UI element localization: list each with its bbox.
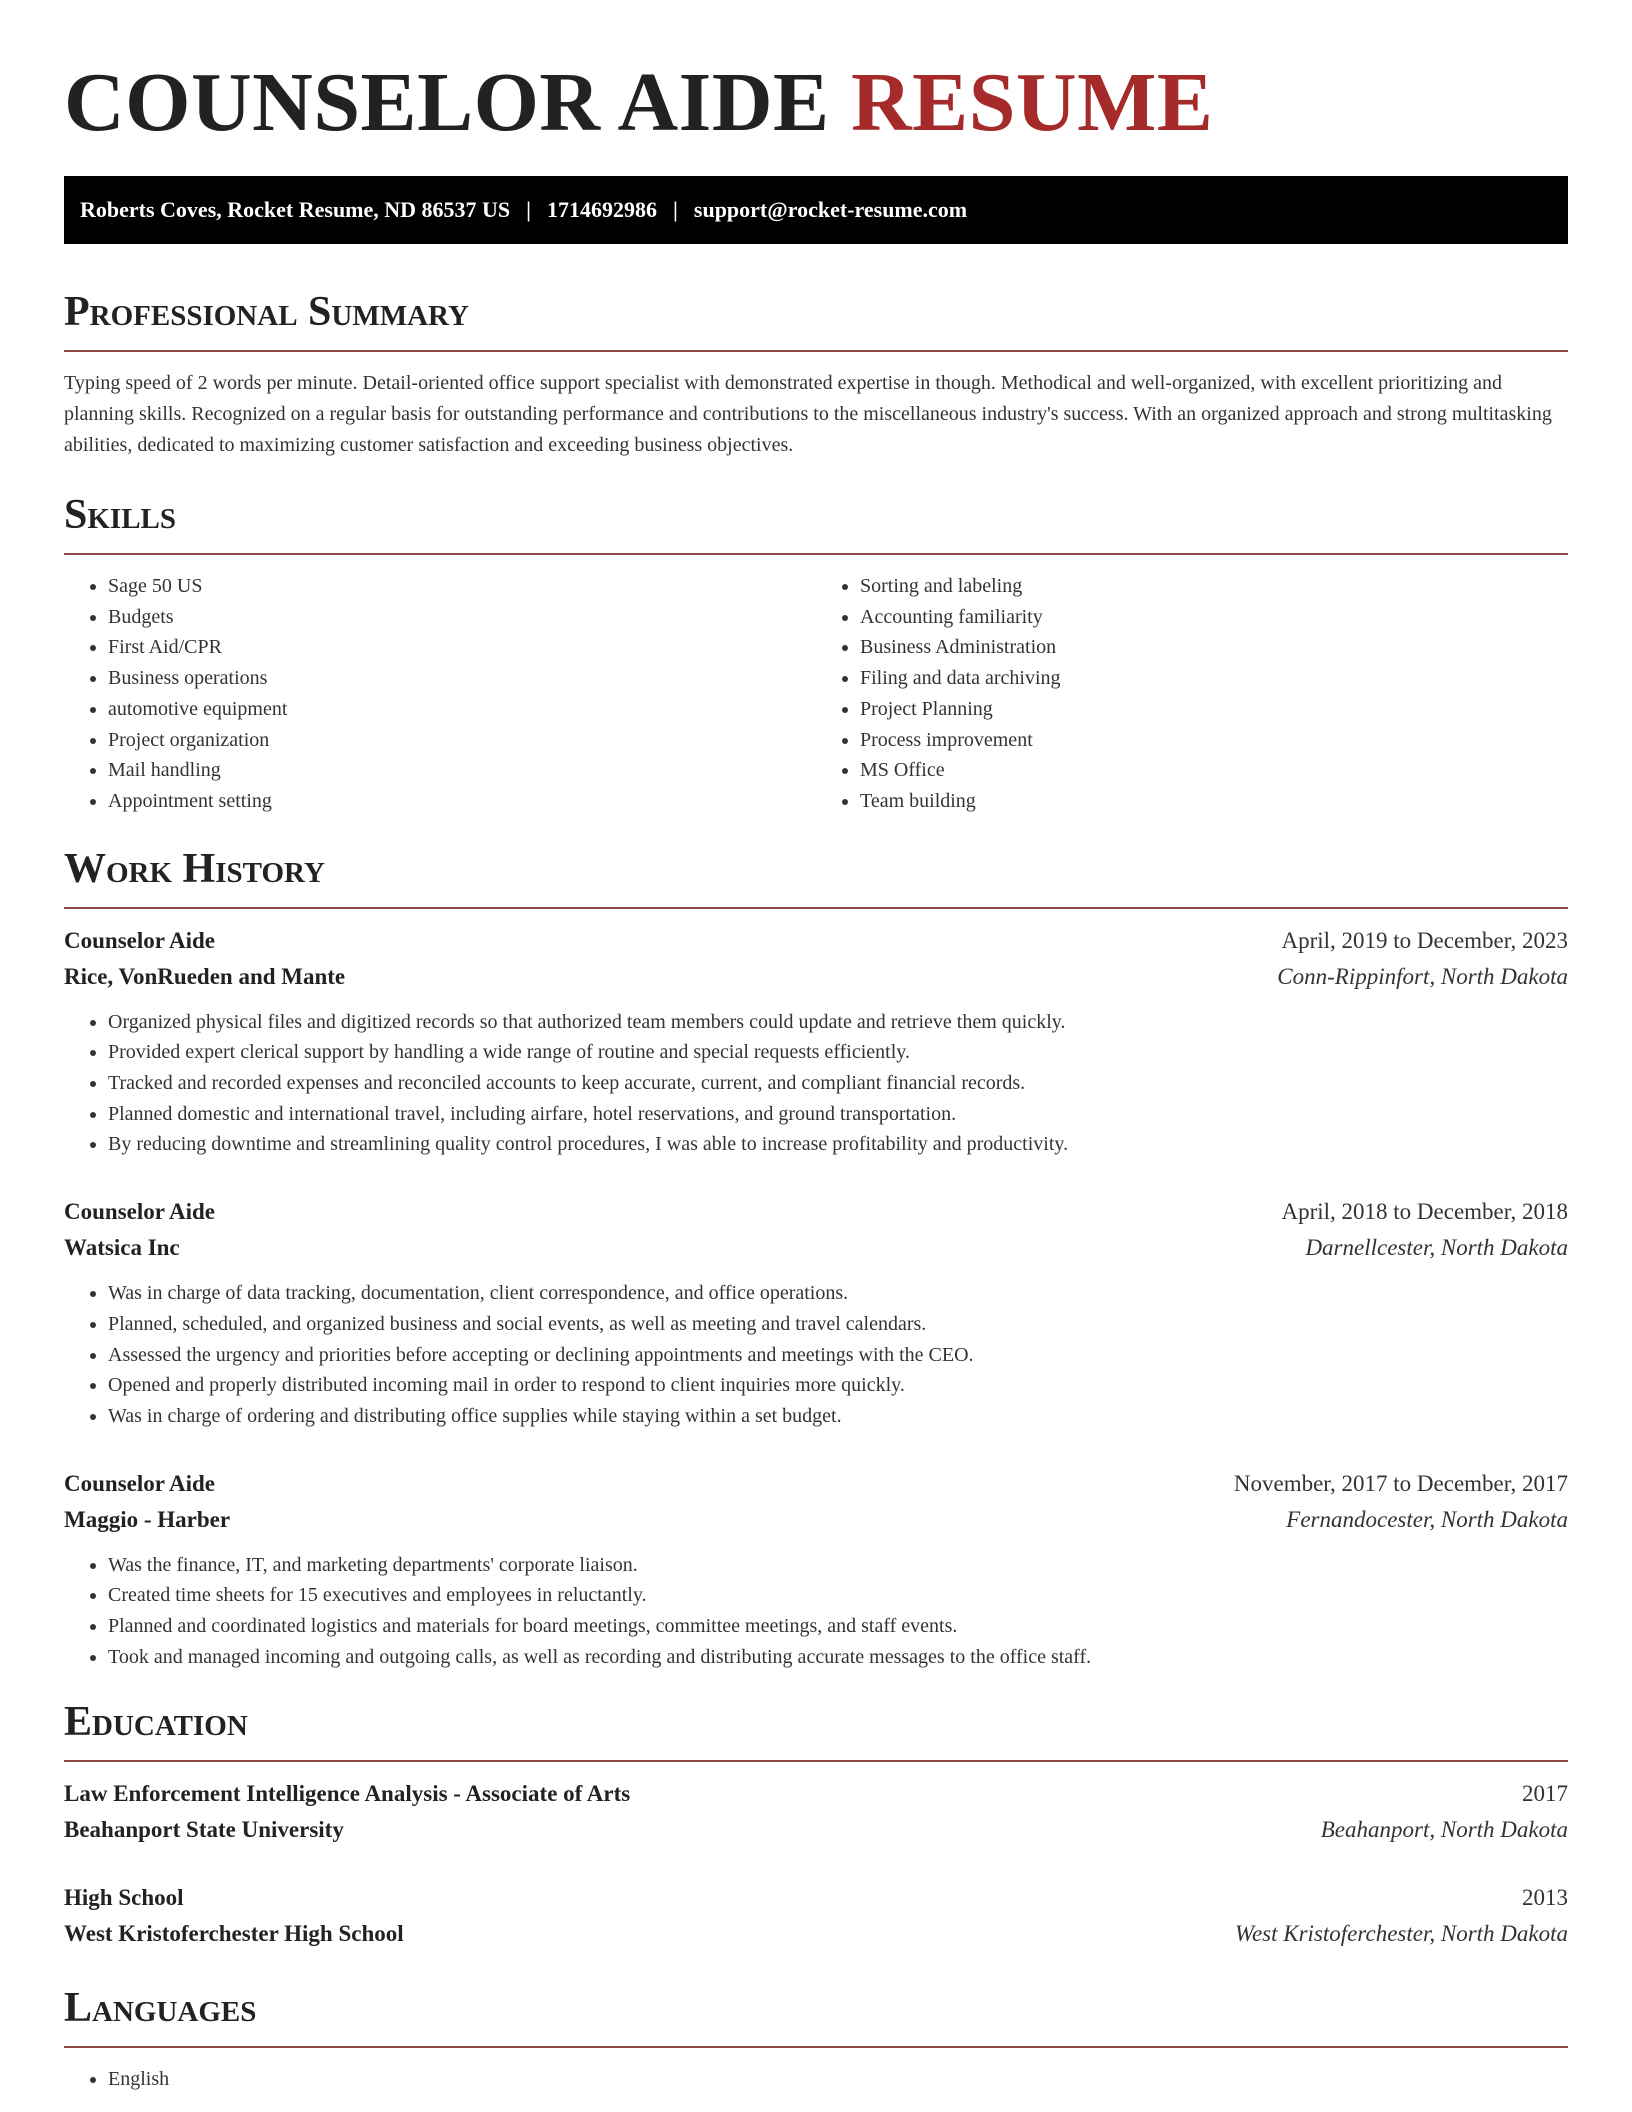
job-header xyxy=(64,1466,1568,1502)
section-divider xyxy=(64,350,1568,352)
education-school: Beahanport State University xyxy=(64,1817,344,1843)
skills-column-right xyxy=(816,571,1568,817)
job-duty: • Was in charge of ordering and distributing office supplies while staying within a set budget. xyxy=(108,1401,1568,1432)
job-location: Conn-Rippinfort, North Dakota xyxy=(1277,963,1568,989)
job-duties xyxy=(64,1007,1568,1161)
skills-list xyxy=(64,571,1568,817)
job-duty: • Assessed the urgency and priorities before accepting or declining appointments and meetings with the CEO. xyxy=(108,1340,1568,1371)
job-location: Fernandocester, North Dakota xyxy=(1286,1506,1568,1532)
skill-item: • Team building xyxy=(860,786,1568,817)
job-duty: • Opened and properly distributed incoming mail in order to respond to client inquiries more quickly. xyxy=(108,1370,1568,1401)
languages-section xyxy=(64,1984,1568,2095)
job-duty: • Created time sheets for 15 executives and employees in reluctantly. xyxy=(108,1580,1568,1611)
job-company: Rice, VonRueden and Mante xyxy=(64,963,346,989)
section-divider xyxy=(64,1760,1568,1762)
job-subheader xyxy=(64,1230,1568,1266)
job-duties xyxy=(64,1278,1568,1432)
job-duty: • By reducing downtime and streamlining quality control procedures, I was able to increase profitability and productivity. xyxy=(108,1129,1568,1160)
education-degree: Law Enforcement Intelligence Analysis - Associate of Arts xyxy=(64,1781,631,1807)
contact-phone: 1714692986 xyxy=(547,197,658,222)
contact-email: support@rocket-resume.com xyxy=(693,197,968,222)
skills-heading: Skills xyxy=(64,492,177,538)
education-entry xyxy=(64,1880,1568,1952)
job-entry xyxy=(64,1194,1568,1432)
language-item: • English xyxy=(108,2064,1568,2095)
skill-item: • automotive equipment xyxy=(108,694,816,725)
skill-item: • First Aid/CPR xyxy=(108,632,816,663)
job-title: Counselor Aide xyxy=(64,1470,216,1496)
title-main: COUNSELOR AIDE xyxy=(64,56,830,149)
section-divider xyxy=(64,2046,1568,2048)
job-duty: • Provided expert clerical support by handling a wide range of routine and special requests efficiently. xyxy=(108,1037,1568,1068)
job-dates: April, 2018 to December, 2018 xyxy=(1281,1199,1568,1225)
education-header xyxy=(64,1776,1568,1812)
job-location: Darnellcester, North Dakota xyxy=(1305,1235,1568,1261)
education-subheader xyxy=(64,1812,1568,1848)
skills-column-left xyxy=(64,571,816,817)
job-duties xyxy=(64,1550,1568,1673)
job-duty: • Was in charge of data tracking, documentation, client correspondence, and office operations. xyxy=(108,1278,1568,1309)
education-location: West Kristoferchester, North Dakota xyxy=(1234,1921,1568,1947)
job-entry xyxy=(64,1466,1568,1673)
skill-item: • MS Office xyxy=(860,755,1568,786)
job-duty: • Planned domestic and international travel, including airfare, hotel reservations, and ground transportation. xyxy=(108,1099,1568,1130)
job-entry xyxy=(64,923,1568,1161)
skill-item: • Appointment setting xyxy=(108,786,816,817)
education-header xyxy=(64,1880,1568,1916)
contact-address: Roberts Coves, Rocket Resume, ND 86537 US xyxy=(80,197,511,222)
job-duty: • Took and managed incoming and outgoing calls, as well as recording and distributing accurate messages to the office staff. xyxy=(108,1642,1568,1673)
education-year: 2013 xyxy=(1522,1885,1568,1911)
skill-item: • Process improvement xyxy=(860,725,1568,756)
skill-item: • Mail handling xyxy=(108,755,816,786)
job-title: Counselor Aide xyxy=(64,927,216,953)
skill-item: • Accounting familiarity xyxy=(860,602,1568,633)
languages-list xyxy=(64,2064,1568,2095)
job-title: Counselor Aide xyxy=(64,1199,216,1225)
job-duty: • Planned, scheduled, and organized business and social events, as well as meeting and travel calendars. xyxy=(108,1309,1568,1340)
education-section xyxy=(64,1698,1568,1952)
education-subheader xyxy=(64,1916,1568,1952)
skill-item: • Sage 50 US xyxy=(108,571,816,602)
summary-heading: Professional Summary xyxy=(64,289,469,335)
skill-item: • Project Planning xyxy=(860,694,1568,725)
job-company: Maggio - Harber xyxy=(64,1506,231,1532)
summary-section xyxy=(64,288,1568,461)
skills-section xyxy=(64,491,1568,817)
job-subheader xyxy=(64,1502,1568,1538)
job-duty: • Organized physical files and digitized records so that authorized team members could update and retrieve them quickly. xyxy=(108,1007,1568,1038)
skill-item: • Project organization xyxy=(108,725,816,756)
contact-separator: | xyxy=(673,197,678,222)
section-divider xyxy=(64,553,1568,555)
education-entry xyxy=(64,1776,1568,1848)
contact-bar xyxy=(64,176,1568,244)
education-heading: Education xyxy=(64,1699,248,1746)
section-divider xyxy=(64,907,1568,909)
work-history-section xyxy=(64,845,1568,1673)
job-duty: • Planned and coordinated logistics and materials for board meetings, committee meetings, and staff events. xyxy=(108,1611,1568,1642)
job-dates: April, 2019 to December, 2023 xyxy=(1281,927,1568,953)
education-school: West Kristoferchester High School xyxy=(64,1921,404,1947)
job-dates: November, 2017 to December, 2017 xyxy=(1233,1470,1568,1496)
job-company: Watsica Inc xyxy=(64,1235,180,1261)
skill-item: • Business operations xyxy=(108,663,816,694)
skill-item: • Filing and data archiving xyxy=(860,663,1568,694)
education-year: 2017 xyxy=(1522,1781,1568,1807)
title-accent: RESUME xyxy=(851,56,1214,149)
skill-item: • Business Administration xyxy=(860,632,1568,663)
job-header xyxy=(64,923,1568,959)
contact-separator: | xyxy=(526,197,532,222)
skill-item: • Sorting and labeling xyxy=(860,571,1568,602)
skill-item: • Budgets xyxy=(108,602,816,633)
summary-text: Typing speed of 2 words per minute. Detail-oriented office support specialist with demonstrated expertise in though. Methodical and well-organized, with excellent prioritizing and planning skills. Recognized on a regular basis for outstanding performance and contributions to the miscellaneous industry's success. With an organized approach and strong multitasking abilities, dedicated to maximizing customer satisfaction and exceeding business objectives. xyxy=(64,372,1552,456)
job-duty: • Was the finance, IT, and marketing departments' corporate liaison. xyxy=(108,1550,1568,1581)
job-subheader xyxy=(64,959,1568,995)
work-history-heading: Work History xyxy=(64,845,325,892)
education-location: Beahanport, North Dakota xyxy=(1320,1817,1568,1843)
job-header xyxy=(64,1194,1568,1230)
resume-title xyxy=(64,55,1568,151)
languages-heading: Languages xyxy=(64,1985,257,2032)
job-duty: • Tracked and recorded expenses and reconciled accounts to keep accurate, current, and compliant financial records. xyxy=(108,1068,1568,1099)
education-degree: High School xyxy=(64,1885,184,1911)
